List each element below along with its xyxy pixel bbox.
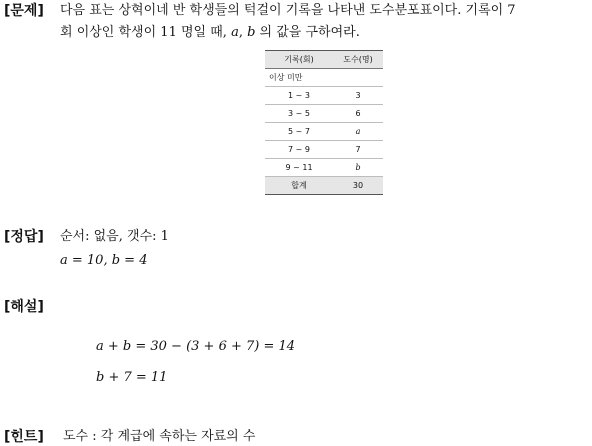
table-cell-count: a — [333, 123, 383, 141]
header-record: 기록(회) — [265, 51, 333, 69]
table-header-row — [265, 51, 383, 69]
table-cell-count: 7 — [333, 141, 383, 159]
table-cell-count: 6 — [333, 105, 383, 123]
table-row — [265, 69, 383, 87]
table-row — [265, 141, 383, 159]
answer-line2: a = 10, b = 4 — [60, 253, 148, 268]
table-row — [265, 105, 383, 123]
explanation-equation-2: b + 7 = 11 — [96, 370, 168, 385]
table-cell-range: 3 ~ 5 — [265, 105, 333, 123]
table-total-row — [265, 177, 383, 195]
problem-text-line2-start: 회 이상인 학생이 11 명일 때, — [60, 25, 232, 40]
hint-text: 도수 : 각 계급에 속하는 자료의 수 — [63, 429, 256, 444]
variable-a: a — [231, 25, 239, 40]
answer-label: [정답] — [4, 229, 44, 245]
frequency-table — [265, 50, 383, 195]
explanation-label: [해설] — [4, 299, 44, 315]
total-label: 합계 — [265, 177, 333, 195]
problem-label: [문제] — [4, 3, 44, 19]
table-row — [265, 123, 383, 141]
table-cell-range: 5 ~ 7 — [265, 123, 333, 141]
table-cell-count — [333, 69, 383, 87]
table-row — [265, 159, 383, 177]
problem-text-line2-end: 의 값을 구하여라. — [255, 25, 360, 40]
table-row — [265, 87, 383, 105]
table-cell-count: b — [333, 159, 383, 177]
total-value: 30 — [333, 177, 383, 195]
answer-line1: 순서: 없음, 갯수: 1 — [60, 229, 169, 244]
variable-b: b — [247, 25, 256, 40]
explanation-equation-1: a + b = 30 − (3 + 6 + 7) = 14 — [96, 339, 296, 354]
table-cell-range: 9 ~ 11 — [265, 159, 333, 177]
table-cell-range: 7 ~ 9 — [265, 141, 333, 159]
table-cell-range: 1 ~ 3 — [265, 87, 333, 105]
header-frequency: 도수(명) — [333, 51, 383, 69]
comma: , — [238, 25, 248, 40]
problem-text-line2 — [60, 24, 360, 42]
table-cell-count: 3 — [333, 87, 383, 105]
hint-label: [힌트] — [4, 429, 44, 445]
table-cell-range: 이상 미만 — [265, 69, 333, 87]
problem-text-line1: 다음 표는 상혁이네 반 학생들의 턱걸이 기록을 나타낸 도수분포표이다. 기록이 7 — [60, 3, 516, 18]
